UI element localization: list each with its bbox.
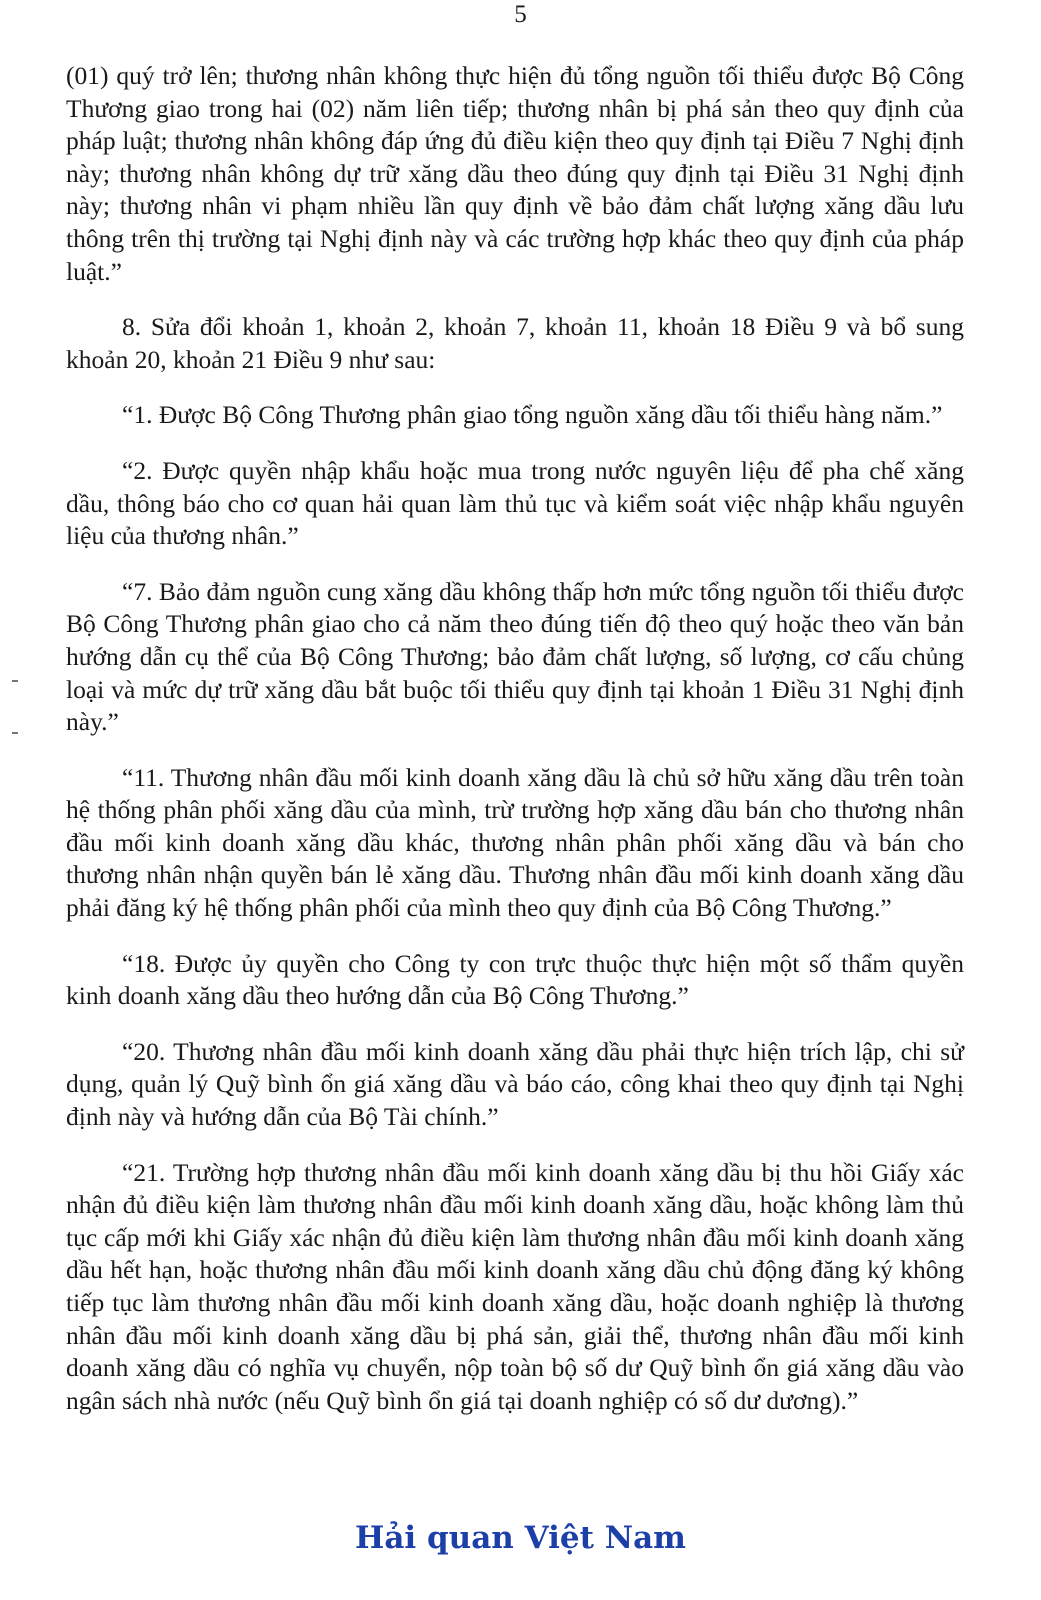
paragraph-clause-20: “20. Thương nhân đầu mối kinh doanh xăng dầu phải thực hiện trích lập, chi sử dụng, quản lý Quỹ bình ổn giá xăng dầu và báo cáo, công khai theo quy định tại Nghị định này và hướng dẫn của Bộ Tài chính.” [66, 1036, 964, 1132]
paragraph-continuation: (01) quý trở lên; thương nhân không thực hiện đủ tổng nguồn tối thiểu được Bộ Công Thương giao trong hai (02) năm liên tiếp; thương nhân bị phá sản theo quy định của pháp luật; thương nhân không đáp ứng đủ điều kiện theo quy định tại Điều 7 Nghị định này; thương nhân không dự trữ xăng dầu theo đúng quy định tại Điều 31 Nghị định này; thương nhân vi phạm nhiều lần quy định về bảo đảm chất lượng xăng dầu lưu thông trên thị trường tại Nghị định này và các trường hợp khác theo quy định của pháp luật.” [66, 61, 964, 286]
paragraph-clause-2: “2. Được quyền nhập khẩu hoặc mua trong nước nguyên liệu để pha chế xăng dầu, thông báo cho cơ quan hải quan làm thủ tục và kiểm soát việc nhập khẩu nguyên liệu của thương nhân.” [66, 455, 964, 551]
margin-mark [12, 680, 18, 682]
margin-mark [12, 732, 18, 734]
paragraph-item-8: 8. Sửa đổi khoản 1, khoản 2, khoản 7, khoản 11, khoản 18 Điều 9 và bổ sung khoản 20, khoản 21 Điều 9 như sau: [66, 312, 964, 374]
page-number: 5 [514, 1, 527, 28]
paragraph-clause-11: “11. Thương nhân đầu mối kinh doanh xăng dầu là chủ sở hữu xăng dầu trên toàn hệ thống phân phối xăng dầu của mình, trừ trường hợp xăng dầu bán cho thương nhân đầu mối kinh doanh xăng dầu khác, thương nhân phân phối xăng dầu và bán cho thương nhân nhận quyền bán lẻ xăng dầu. Thương nhân đầu mối kinh doanh xăng dầu phải đăng ký hệ thống phân phối của mình theo quy định của Bộ Công Thương.” [66, 762, 964, 923]
paragraph-clause-7: “7. Bảo đảm nguồn cung xăng dầu không thấp hơn mức tổng nguồn tối thiểu được Bộ Công Thương phân giao cho cả năm theo đúng tiến độ theo quý hoặc theo văn bản hướng dẫn cụ thể của Bộ Công Thương; bảo đảm chất lượng, số lượng, cơ cấu chủng loại và mức dự trữ xăng dầu bắt buộc tối thiểu quy định tại khoản 1 Điều 31 Nghị định này.” [66, 576, 964, 737]
paragraph-clause-21: “21. Trường hợp thương nhân đầu mối kinh doanh xăng dầu bị thu hồi Giấy xác nhận đủ điều kiện làm thương nhân đầu mối kinh doanh xăng dầu, hoặc không làm thủ tục cấp mới khi Giấy xác nhận đủ điều kiện làm thương nhân đầu mối kinh doanh xăng dầu hết hạn, hoặc thương nhân đầu mối kinh doanh xăng dầu chủ động đăng ký không tiếp tục làm thương nhân đầu mối kinh doanh xăng dầu, hoặc doanh nghiệp là thương nhân đầu mối kinh doanh xăng dầu bị phá sản, giải thể, thương nhân đầu mối kinh doanh xăng dầu có nghĩa vụ chuyển, nộp toàn bộ số dư Quỹ bình ổn giá xăng dầu vào ngân sách nhà nước (nếu Quỹ bình ổn giá tại doanh nghiệp có số dư dương).” [66, 1157, 964, 1415]
paragraph-clause-18: “18. Được ủy quyền cho Công ty con trực thuộc thực hiện một số thẩm quyền kinh doanh xăng dầu theo hướng dẫn của Bộ Công Thương.” [66, 948, 964, 1011]
paragraph-clause-1: “1. Được Bộ Công Thương phân giao tổng nguồn xăng dầu tối thiểu hàng năm.” [122, 400, 943, 430]
watermark-text: Hải quan Việt Nam [355, 1520, 686, 1556]
document-body [66, 60, 964, 1440]
